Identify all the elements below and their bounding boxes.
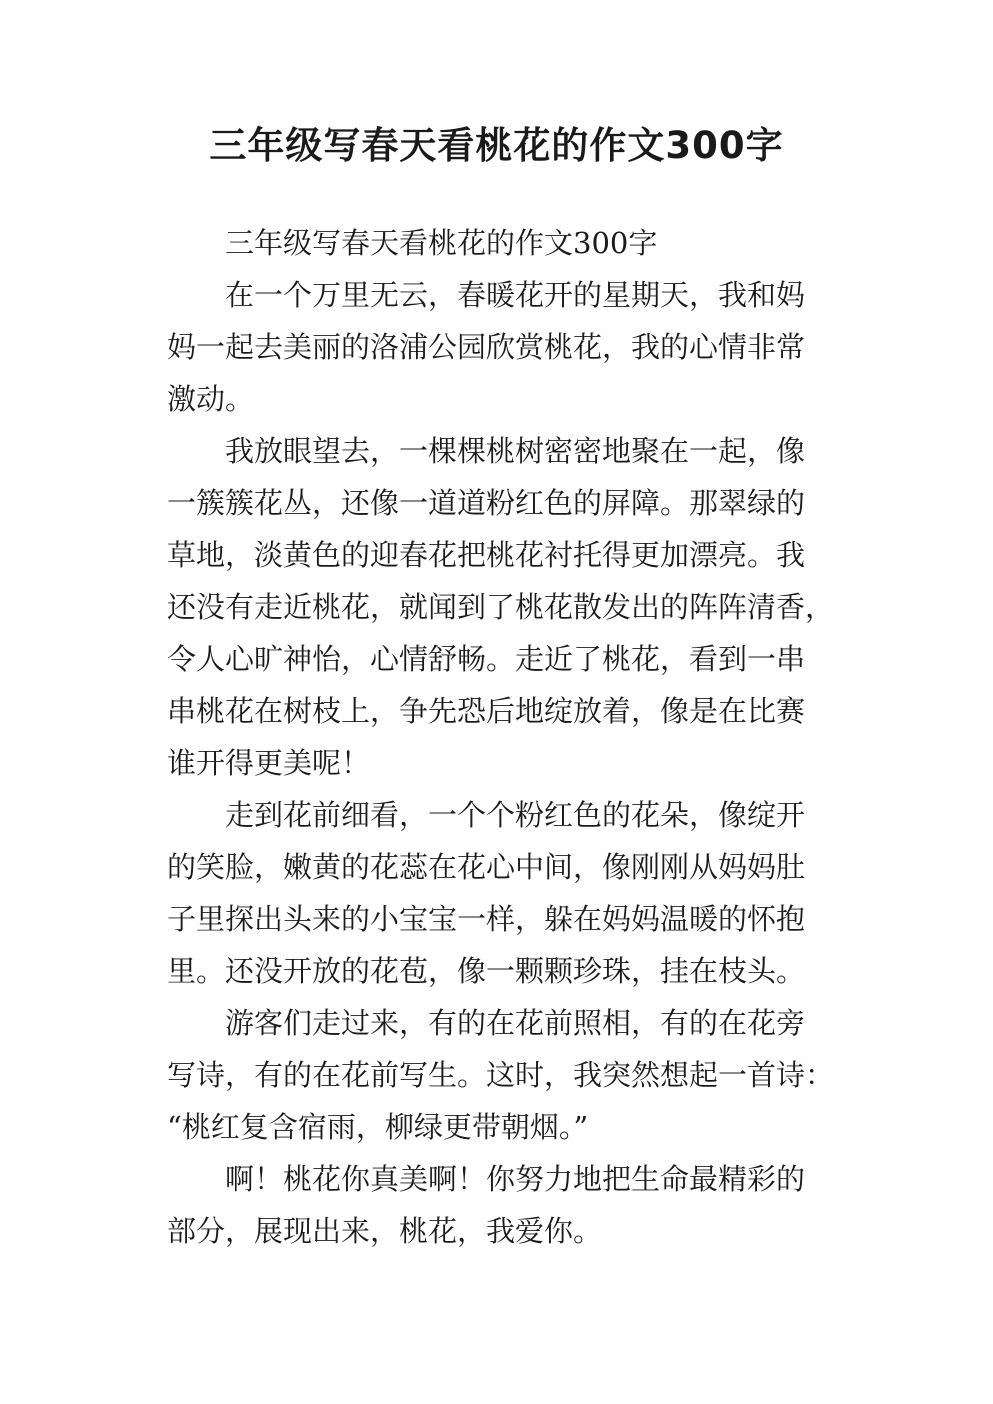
text-line: 谁开得更美呢！ (167, 746, 371, 780)
text-line: 草地，淡黄色的迎春花把桃花衬托得更加漂亮。我 (167, 538, 806, 572)
paragraph-1 (167, 269, 832, 425)
text-line: 激动。 (167, 382, 255, 416)
paragraph-2 (167, 425, 835, 789)
text-line: 里。还没开放的花苞，像一颗颗珍珠，挂在枝头。 (167, 954, 806, 988)
text-line: 妈一起去美丽的洛浦公园欣赏桃花，我的心情非常 (167, 330, 806, 364)
text-line: “桃红复含宿雨，柳绿更带朝烟。” (167, 1110, 589, 1144)
text-line: 我放眼望去，一棵棵桃树密密地聚在一起，像 (225, 434, 806, 468)
text-line: 游客们走过来，有的在花前照相，有的在花旁 (225, 1006, 806, 1040)
document-body (167, 217, 835, 1257)
text-line: 写诗，有的在花前写生。这时，我突然想起一首诗： (167, 1058, 835, 1092)
text-line: 的笑脸，嫩黄的花蕊在花心中间，像刚刚从妈妈肚 (167, 850, 806, 884)
text-line: 还没有走近桃花，就闻到了桃花散发出的阵阵清香， (167, 590, 835, 624)
text-line: 三年级写春天看桃花的作文300字 (225, 226, 658, 260)
text-line: 令人心旷神怡，心情舒畅。走近了桃花，看到一串 (167, 642, 806, 676)
paragraph-subtitle (167, 217, 832, 269)
text-line: 子里探出头来的小宝宝一样，躲在妈妈温暖的怀抱 (167, 902, 806, 936)
text-line: 走到花前细看，一个个粉红色的花朵，像绽开 (225, 798, 806, 832)
paragraph-4 (167, 997, 835, 1153)
text-line: 部分，展现出来，桃花，我爱你。 (167, 1214, 603, 1248)
text-line: 啊！桃花你真美啊！你努力地把生命最精彩的 (225, 1162, 806, 1196)
text-line: 在一个万里无云，春暖花开的星期天，我和妈 (225, 278, 806, 312)
paragraph-3 (167, 789, 832, 997)
document-title: 三年级写春天看桃花的作文300字 (209, 124, 784, 167)
paragraph-5 (167, 1153, 832, 1257)
text-line: 串桃花在树枝上，争先恐后地绽放着，像是在比赛 (167, 694, 806, 728)
text-line: 一簇簇花丛，还像一道道粉红色的屏障。那翠绿的 (167, 486, 806, 520)
